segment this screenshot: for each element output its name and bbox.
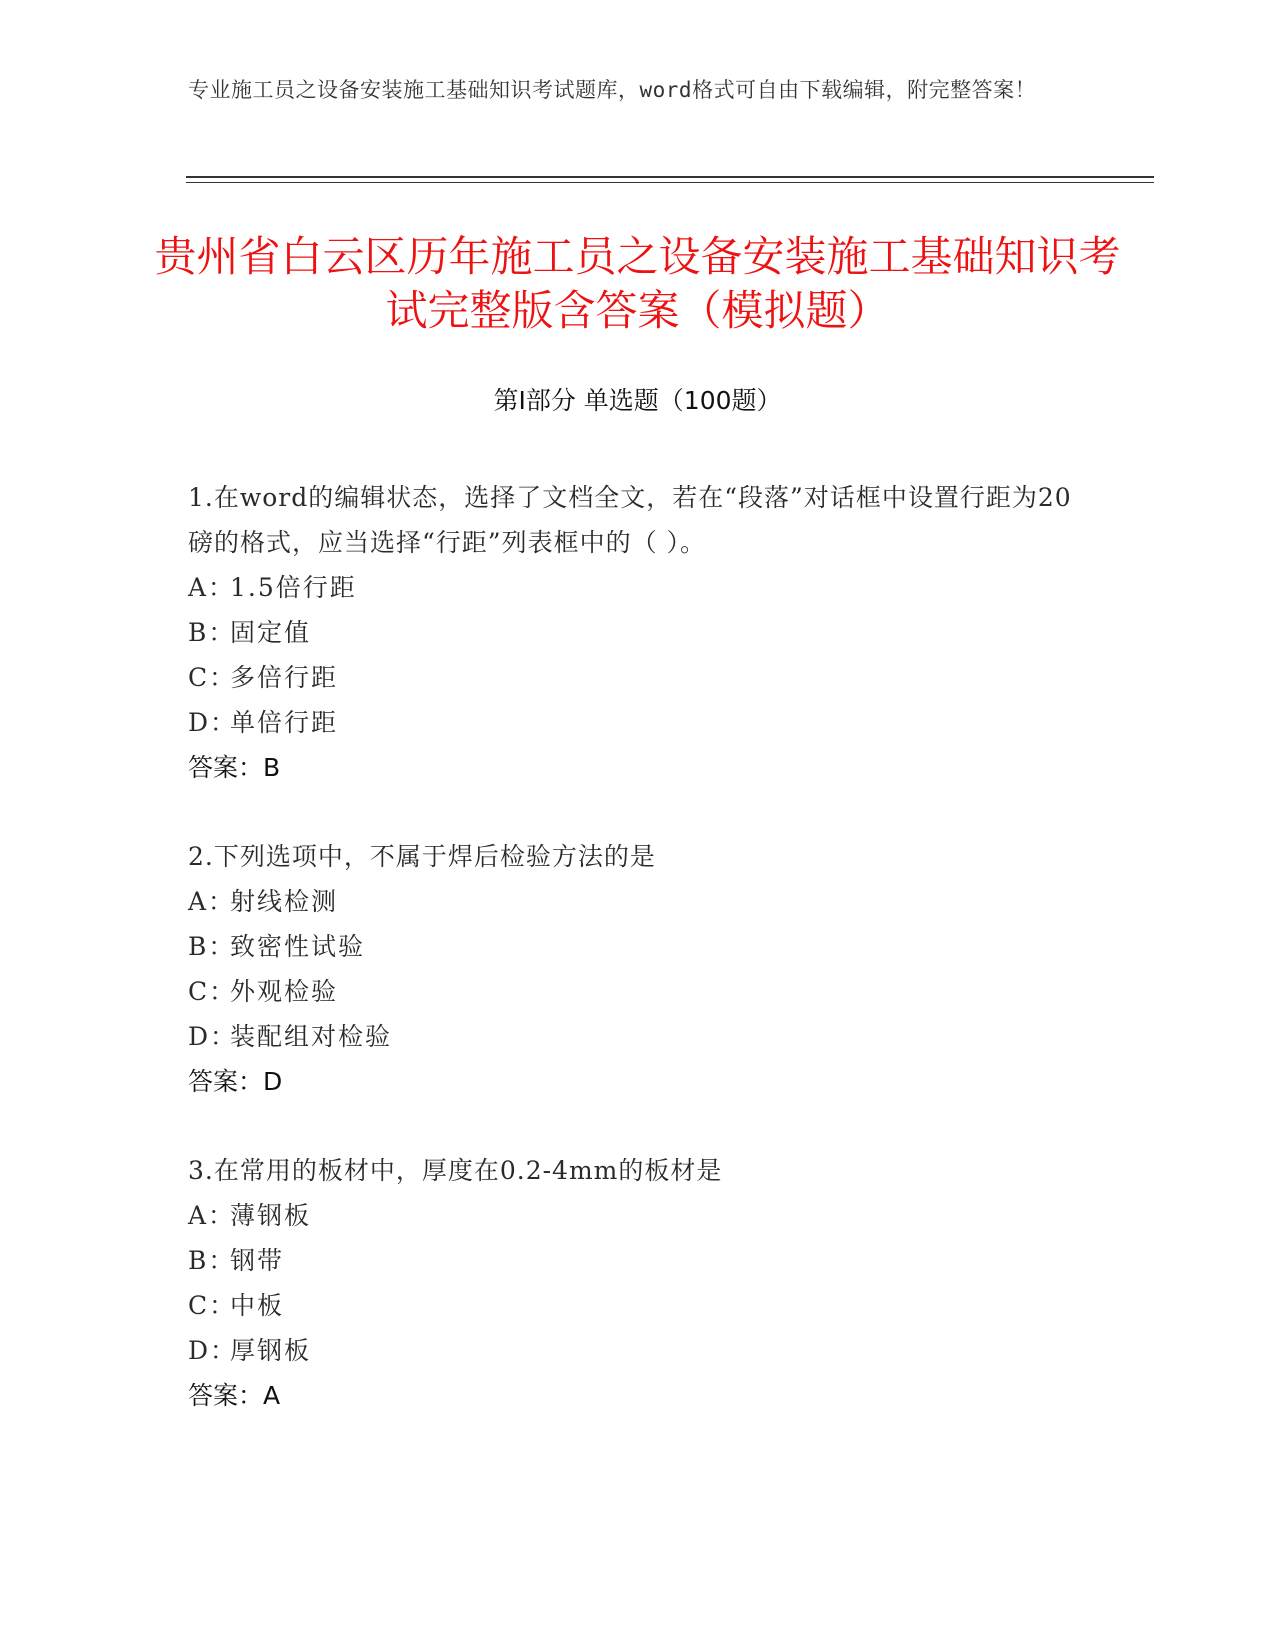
- option-text: 固定值: [230, 618, 312, 647]
- option-key: A：: [188, 887, 236, 916]
- option-text: 致密性试验: [230, 932, 366, 961]
- option-text: 射线检测: [230, 887, 339, 916]
- option-b: [188, 924, 1088, 969]
- section-title: 第Ⅰ部分 单选题（100题）: [493, 386, 782, 415]
- option-key: C：: [188, 1291, 237, 1320]
- option-a: [188, 565, 1088, 610]
- option-c: [188, 1283, 1088, 1328]
- header-divider-thick: [186, 176, 1154, 178]
- option-text: 中板: [230, 1291, 285, 1320]
- header-note: 专业施工员之设备安装施工基础知识考试题库，word格式可自由下载编辑，附完整答案！: [188, 78, 1037, 102]
- option-text: 钢带: [230, 1246, 285, 1275]
- question-2: [188, 834, 1088, 1104]
- question-list: [188, 475, 1088, 1462]
- question-3: [188, 1148, 1088, 1418]
- option-text: 外观检验: [230, 977, 339, 1006]
- option-key: A：: [188, 573, 236, 602]
- option-c: [188, 969, 1088, 1014]
- option-key: B：: [188, 932, 236, 961]
- option-key: A：: [188, 1201, 236, 1230]
- question-stem: 3.在常用的板材中，厚度在0.2-4mm的板材是: [188, 1156, 723, 1185]
- option-key: D：: [188, 1022, 238, 1051]
- option-text: 1.5倍行距: [230, 573, 357, 602]
- question-1: [188, 475, 1088, 790]
- option-d: [188, 1014, 1088, 1059]
- option-key: D：: [188, 708, 238, 737]
- option-c: [188, 655, 1088, 700]
- option-text: 薄钢板: [230, 1201, 312, 1230]
- question-stem: 1.在word的编辑状态，选择了文档全文，若在“段落”对话框中设置行距为20磅的格式，应当选择“行距”列表框中的（ ）。: [188, 483, 1072, 557]
- question-stem: 2.下列选项中，不属于焊后检验方法的是: [188, 842, 656, 871]
- option-text: 单倍行距: [230, 708, 339, 737]
- option-text: 装配组对检验: [230, 1022, 393, 1051]
- option-key: B：: [188, 618, 236, 647]
- option-b: [188, 1238, 1088, 1283]
- option-b: [188, 610, 1088, 655]
- option-key: B：: [188, 1246, 236, 1275]
- option-key: C：: [188, 977, 237, 1006]
- option-d: [188, 700, 1088, 745]
- answer: 答案：B: [188, 753, 281, 782]
- option-d: [188, 1328, 1088, 1373]
- option-text: 多倍行距: [230, 663, 339, 692]
- answer: 答案：A: [188, 1381, 281, 1410]
- header-divider-thin: [186, 182, 1154, 183]
- option-key: C：: [188, 663, 237, 692]
- answer: 答案：D: [188, 1067, 283, 1096]
- document-title: 贵州省白云区历年施工员之设备安装施工基础知识考试完整版含答案（模拟题）: [154, 232, 1121, 335]
- option-a: [188, 879, 1088, 924]
- option-text: 厚钢板: [230, 1336, 312, 1365]
- option-key: D：: [188, 1336, 238, 1365]
- option-a: [188, 1193, 1088, 1238]
